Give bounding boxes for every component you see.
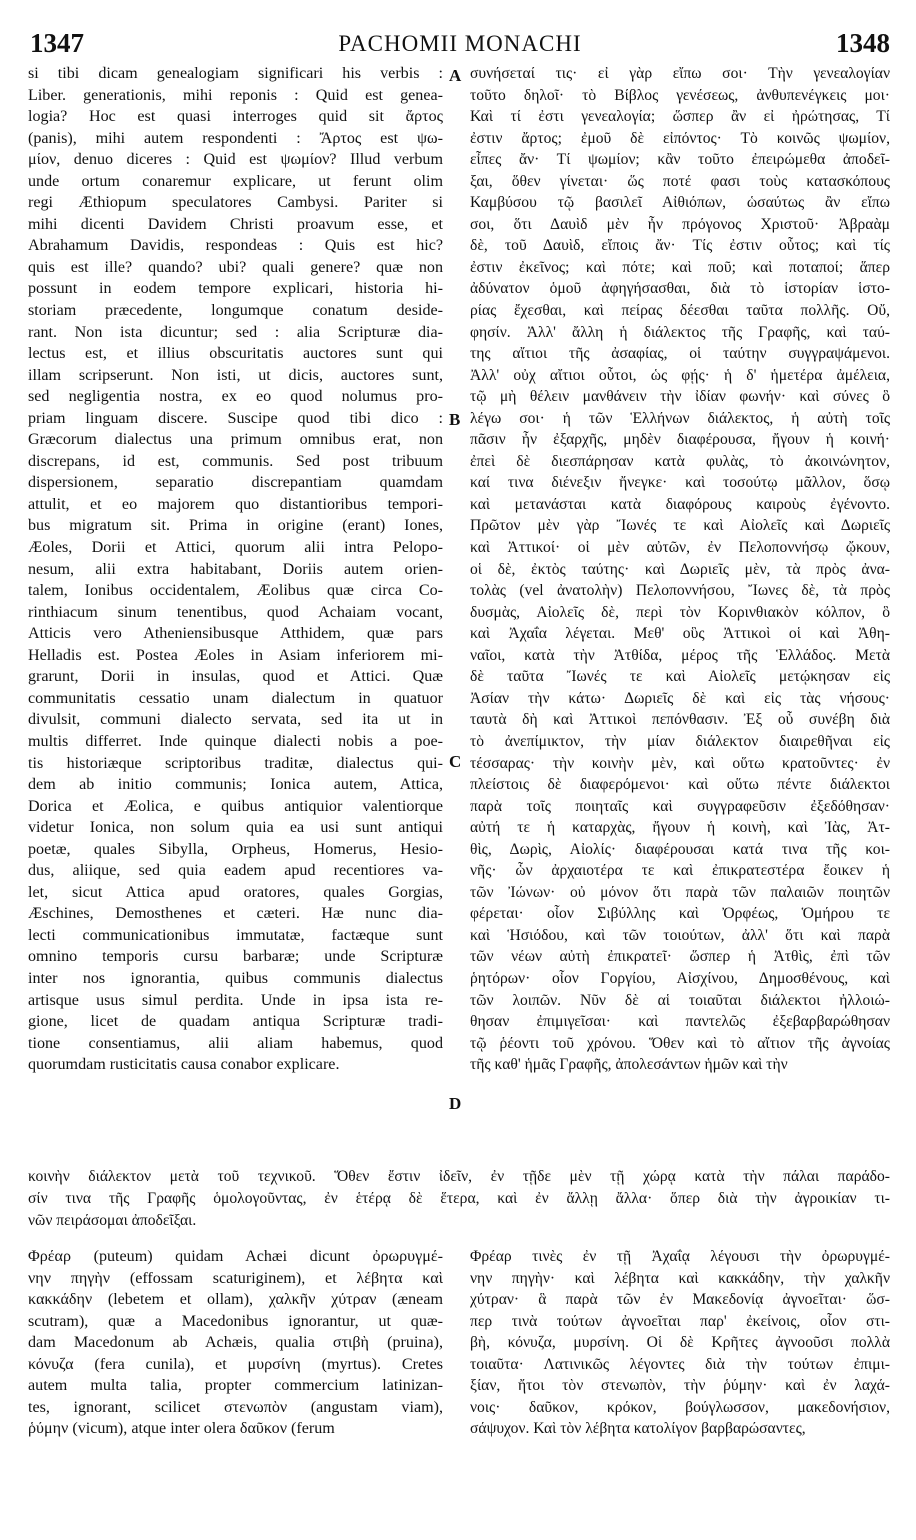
greek-column-bottom — [470, 1246, 890, 1440]
latin-text-line: scutram), quæ a Macedonibus ignorantur, ut quæ- — [28, 1312, 443, 1330]
latin-text-line: (panis), mihi autem respondenti : Ἄρτος est ψω- — [28, 129, 443, 147]
latin-text-line: nesum, alii extra habitabant, Doriis autem orien- — [28, 560, 443, 578]
full-width-text-line: νῶν πειράσομαι ἀποδεῖξαι. — [28, 1212, 197, 1229]
latin-text-line: ῥύμην (vicum), atque inter olera δαῦκον (ferum — [28, 1420, 335, 1438]
latin-text-line: omnino temporis cursu barbaræ; unde Scripturæ — [28, 948, 443, 966]
section-marker-d: D — [449, 1094, 462, 1113]
latin-text-line: rant. Non ista dicuntur; sed : alia Scripturæ dia- — [28, 323, 443, 341]
greek-text-line: σοι, ὅτι Δαυὶδ μὲν ἦν πρόγονος Χριστοῦ· Ἀβραὰμ — [470, 215, 890, 233]
latin-text-line: mihi dicenti Davidem Christi proavum esse, et — [28, 215, 443, 233]
greek-text-line: τῆς καθ' ἡμᾶς Γραφῆς, ἀπολεσάντων ἡμῶν καὶ τὴν — [470, 1056, 788, 1074]
latin-text-line: quorumdam rusticitatis causa conabor explicare. — [28, 1056, 340, 1074]
latin-text-line: bus migratum sit. Prima in origine (erant) Iones, — [28, 517, 443, 535]
latin-text-line: illam scripserunt. Non isti, ut dicis, auctores sunt, — [28, 366, 443, 384]
latin-text-line: Abrahamum Davidis, respondeas : Quis est hic? — [28, 237, 443, 255]
greek-text-line: Φρέαρ τινὲς ἐν τῇ Ἀχαΐᾳ λέγουσι τὴν ὀρωρυγμέ- — [470, 1248, 890, 1265]
greek-text-line: ἐστιν ἐκεῖνος; καὶ πότε; καὶ ποῦ; καὶ ποταποί; ἅπερ — [470, 258, 890, 276]
greek-text-line: ρίας ἔχεσθαι, καὶ πείρας δέεσθαι ταῦτα πολλῆς. Οὔ, — [470, 302, 890, 320]
latin-text-line: divulsit, communi dialecto servata, sed ita ut in — [28, 711, 443, 729]
latin-text-line: rinthiacum sinum tenentibus, quod Achaiam vocant, — [28, 603, 443, 621]
greek-text-line: αὐτή τε ἡ καταρχὰς, ἤγουν ἡ κοινὴ, καὶ Ἰὰς, Ἀτ- — [470, 819, 890, 837]
greek-text-line: νῆς· ὧν ἀρχαιοτέρα τε καὶ ἐπικρατεστέρα ἔοικεν ἡ — [470, 862, 890, 880]
greek-text-line: περ τινὰ τούτων ἀγνοεῖται παρ' ἐκείνοις, οἷον στι- — [470, 1312, 890, 1330]
greek-text-line: Ἀλλ' οὐχ αἴτιοι οὗτοι, ὡς φῄς· ἡ δ' ἡμετέρα ἀμέλεια, — [470, 366, 890, 384]
latin-text-line: storiam præcedente, longumque conatum deside- — [28, 302, 443, 320]
greek-text-line: χύτραν· ἃ παρὰ τῶν ἐν Μακεδονίᾳ ἀγνοεῖται· ὥσ- — [470, 1291, 890, 1309]
latin-text-line: autem multa talia, propter commercium latinizan- — [28, 1377, 443, 1395]
latin-text-line: gione, licet de quadam antiqua Scripturæ tradi- — [28, 1013, 443, 1031]
greek-text-line: ναῖοι, κατὰ τὴν Ἀτθίδα, μέρος τῆς Ἑλλάδος. Μετὰ — [470, 646, 890, 664]
latin-column-top — [28, 63, 443, 1076]
latin-text-line: Atticis vero Atheniensibusque Atthidem, quæ pars — [28, 625, 443, 643]
latin-text-line: si tibi dicam genealogiam significari his verbis : — [28, 65, 443, 82]
latin-text-line: grarunt, Dorii in insulas, quod et Attici. Quæ — [28, 668, 443, 686]
greek-text-line: οἱ δὲ, ἐκτὸς ταύτης· καὶ Δωριεῖς μὲν, τὰ πρὸς ἀνα- — [470, 560, 890, 578]
greek-text-line: φέρεται· οἷον Σιβύλλης καὶ Ὀρφέως, Ὁμήρου τε — [470, 905, 890, 923]
greek-text-line: σάψυχον. Καὶ τὸν λέβητα κατολίγον βαρβαρώσαντες, — [470, 1420, 806, 1438]
latin-text-line: dispersionem, separatio discrepantiam quamdam — [28, 474, 443, 492]
greek-text-line: δὲ ταῦτα Ἴωνές τε καὶ Αἰολεῖς μετῴκησαν εἰς — [470, 668, 890, 686]
greek-text-line: ταυτὰ δὴ καὶ Ἀττικοὶ πεπόνθασιν. Ἐξ οὗ συνέβη διὰ — [470, 711, 890, 729]
latin-text-line: lecti communicationibus immutatæ, factæque sunt — [28, 926, 443, 944]
latin-text-line: talem, Ionibus occidentalem, Æolibus quæ circa Co- — [28, 582, 443, 600]
greek-text-line: λέγω σοι· ἡ τῶν Ἑλλήνων διάλεκτος, ἡ αὐτὴ τοῖς — [470, 409, 890, 427]
greek-text-line: φησίν. Ἀλλ' ἄλλη ἡ διάλεκτος τῆς Γραφῆς, καὶ ταύ- — [470, 323, 890, 341]
greek-text-line: νην πηγὴν· καὶ λέβητα καὶ κακκάδην, τὴν χαλκῆν — [470, 1269, 890, 1287]
section-marker-c: C — [449, 752, 462, 771]
latin-text-line: Æoles, Dorii et Attici, quorum alii intra Pelopo- — [28, 539, 443, 557]
greek-text-line: Καὶ τί ἐστι γενεαλογία; ὥσπερ ἂν εἰ ἠρώτησας, Τί — [470, 108, 890, 126]
latin-text-line: dus, aliique, sed quia eadem apud recentiores va- — [28, 862, 443, 880]
latin-text-line: multis differret. Inde quinque dialecti nobis a poe- — [28, 732, 443, 750]
greek-text-line: νοις· δαῦκον, κρόκον, βούγλωσσον, μακεδονήσιον, — [470, 1398, 890, 1416]
greek-text-line: ξαι, ὅθεν γίνεται· ὥς ποτέ φασι τοὺς κατασκόπους — [470, 172, 890, 190]
running-title: PACHOMII MONACHI — [338, 31, 582, 56]
greek-text-line: καί τινα διένεξιν ἤνεγκε· καὶ τοσούτῳ μᾶλλον, ὅσῳ — [470, 474, 890, 492]
greek-text-line: καὶ Ἀττικοί· οἱ μὲν αὐτῶν, ἐν Πελοποννήσῳ ᾤκουν, — [470, 539, 890, 557]
greek-text-line: Πρῶτον μὲν γὰρ Ἴωνές τε καὶ Αἰολεῖς καὶ Δωριεῖς — [470, 517, 890, 535]
greek-text-line: δὲ, τοῦ Δαυὶδ, εἴποις ἄν· Τίς ἐστιν οὗτος; καὶ τίς — [470, 237, 890, 255]
greek-text-line: τῶν νέων αὐτὴ ἐπικρατεῖ· ὥσπερ ἡ Ἀτθὶς, ἐπὶ τῶν — [470, 948, 890, 966]
latin-text-line: κόνυζα (fera cunila), et μυρσίνη (myrtus). Cretes — [28, 1355, 443, 1373]
greek-text-line: πλείστοις δὲ διαφερόμενοι· καὶ οὕτω πέντε διάλεκτοι — [470, 776, 890, 794]
greek-text-line: τῶν Ἰώνων· οὐ μόνον ὅτι παρὰ τῶν παλαιῶν ποιητῶν — [470, 883, 890, 901]
latin-text-line: Æschines, Demosthenes et cæteri. Hæ nunc dia- — [28, 905, 443, 923]
greek-text-line: της αἴτιοι τῆς ἀσαφίας, οἱ ταύτην συγγραψάμενοι. — [470, 345, 890, 363]
latin-text-line: Dorica et Æolica, e quibus antiquior valentiorque — [28, 797, 443, 815]
latin-text-line: Φρέαρ (puteum) quidam Achæi dicunt ὀρωρυγμέ- — [28, 1248, 443, 1265]
latin-text-line: Helladis est. Postea Æoles in Asiam inferiorem mi- — [28, 646, 443, 664]
latin-text-line: logia? Hoc est quasi interroges quid sit ἄρτος — [28, 108, 443, 126]
greek-text-line: συνήσεταί τις· εἰ γὰρ εἴπω σοι· Τὴν γενεαλογίαν — [470, 65, 890, 82]
latin-text-line: attulit, et eo majorem quo distantioribus tempori- — [28, 495, 443, 513]
greek-text-line: τῷ μὴ θέλειν μανθάνειν τὴν ἰδίαν φωνήν· καὶ σύνες ὃ — [470, 388, 890, 406]
latin-text-line: priam linguam discere. Suscipe quod tibi dico : — [28, 409, 443, 427]
latin-text-line: unde ortum conaremur explicare, ut ferunt olim — [28, 172, 443, 190]
greek-text-line: τολὰς (vel ἀνατολὴν) Πελοποννήσου, Ἴωνες δὲ, τὰ πρὸς — [470, 582, 890, 600]
latin-text-line: μίον, denuo diceres : Quid est ψωμίον? Illud verbum — [28, 151, 443, 169]
full-width-greek-paragraph — [28, 1166, 890, 1232]
greek-text-line: ἐστιν ἄρτος; ἐμοῦ δὲ εἰπόντος· Τὸ κοινῶς ψωμίον, — [470, 129, 890, 147]
greek-text-line: ῥητόρων· οἷον Γοργίου, Αἰσχίνου, Δημοσθένους, καὶ — [470, 969, 890, 987]
section-marker-b: B — [449, 410, 461, 429]
latin-text-line: videtur Ionica, non solum quia ea usi sunt antiqui — [28, 819, 443, 837]
latin-text-line: quis est ille? quando? ubi? quali genere? quæ non — [28, 258, 443, 276]
greek-text-line: παρὰ τοῖς ποιηταῖς καὶ συγγραφεῦσιν ἐξεδόθησαν· — [470, 797, 890, 815]
latin-text-line: communitatis cessatio unam dialectum in quatuor — [28, 689, 443, 707]
full-width-text-line: σίν τινα τῆς Γραφῆς ὁμολογοῦντας, ἐν ἑτέρᾳ δὲ ἕτερα, καὶ ἐν ἄλλῃ ἄλλα· ὅπερ διὰ τὴν ἀγροικίαν τι- — [28, 1190, 890, 1207]
latin-text-line: let, sicut Attica apud oratores, quales Gorgias, — [28, 883, 443, 901]
latin-text-line: lectus est, et illius obscuritatis auctores sunt qui — [28, 345, 443, 363]
greek-text-line: καὶ Ἀχαΐα λέγεται. Μεθ' οὓς Ἀττικοὶ οἱ καὶ Ἀθη- — [470, 625, 890, 643]
latin-column-bottom — [28, 1246, 443, 1440]
latin-text-line: tis historiæque scriptoribus traditæ, dialectus qui- — [28, 754, 443, 772]
greek-text-line: Ἀσίαν τὴν κάτω· Δωριεῖς δὲ καὶ εἰς τὰς νήσους· — [470, 689, 890, 707]
latin-text-line: Græcorum dialectus una primum omnibus erat, non — [28, 431, 443, 449]
latin-text-line: tione consentiamus, alii aliam habemus, quod — [28, 1034, 443, 1052]
greek-text-line: δυσμὰς, Αἰολεῖς δὲ, περὶ τὸν Κορινθιακὸν κόλπον, ὃ — [470, 603, 890, 621]
latin-text-line: dam Macedonum ab Achæis, qualia στιβὴ (pruina), — [28, 1334, 443, 1352]
latin-text-line: tes, ignorant, scilicet στενωπὸν (angustam viam), — [28, 1398, 443, 1416]
latin-text-line: possunt in eodem tempore explicari, historia hi- — [28, 280, 443, 298]
latin-text-line: inter nos ignorantia, quibus communis dialectus — [28, 969, 443, 987]
full-width-text-line: κοινὴν διάλεκτον μετὰ τοῦ τεχνικοῦ. Ὅθεν ἔστιν ἰδεῖν, ἐν τῇδε μὲν τῇ χώρᾳ κατὰ τὴν πάλαι παράδο- — [28, 1168, 890, 1185]
greek-text-line: Καμβύσου τῷ βασιλεῖ Αἰθιόπων, ὡσαύτως ἂν εἴπω — [470, 194, 890, 212]
latin-text-line: regi Æthiopum speculatores Cambysi. Pariter si — [28, 194, 443, 212]
latin-text-line: κακκάδην (lebetem et ollam), χαλκῆν χύτραν (æneam — [28, 1291, 443, 1309]
greek-text-line: τὸ ἀνεπίμικτον, τὴν μίαν διάλεκτον διαιρεθῆναι εἰς — [470, 732, 890, 750]
greek-text-line: καὶ μετανάσται κατὰ διαφόρους καιροὺς ἐγένοντο. — [470, 495, 890, 513]
greek-text-line: βὴ, κόνυζα, μυρσίνη. Οἱ δὲ Κρῆτες ἀγνοοῦσι πολλὰ — [470, 1334, 890, 1352]
running-header — [30, 28, 890, 62]
page-number-left: 1347 — [30, 28, 84, 58]
greek-text-line: τοῦτο δηλοῖ· τὸ Βίβλος γενέσεως, ἀνθυπενέγκεις μοι· — [470, 86, 890, 104]
greek-text-line: τῷ ῥέοντι τοῦ χρόνου. Ὅθεν καὶ τὸ αἴτιον τῆς ἀγνοίας — [470, 1034, 890, 1052]
greek-text-line: τέσσαρας· τὴν κοινὴν μὲν, καὶ οὕτω κρατοῦντες· ἐν — [470, 754, 890, 772]
latin-text-line: artisque usus simul perdita. Unde in ipsa ista re- — [28, 991, 443, 1009]
latin-text-line: sed negligentia nostra, ex eo quod nolumus pro- — [28, 388, 443, 406]
latin-text-line: νην πηγὴν (effossam scaturiginem), et λέβητα καὶ — [28, 1269, 443, 1287]
greek-text-line: καὶ Ἡσιόδου, καὶ τῶν τοιούτων, ἀλλ' ὅτι καὶ παρὰ — [470, 926, 890, 944]
greek-text-line: πᾶσιν ἦν ἐξαρχῆς, μηδὲν διαφέρουσα, ἤγουν ἡ κοινή· — [470, 431, 890, 449]
greek-text-line: θησαν ἐπιμιγεῖσαι· καὶ παντελῶς ἐξεβαρβαρώθησαν — [470, 1013, 890, 1031]
page-number-right: 1348 — [836, 28, 890, 58]
greek-column-top — [470, 63, 890, 1076]
latin-text-line: discrepans, id est, communis. Sed post tribuum — [28, 452, 443, 470]
greek-text-line: εἶπες ἄν· Τί ψωμίον; κἂν τοῦτο ἐπειρώμεθα ἀποδεῖ- — [470, 151, 890, 169]
greek-text-line: τῶν λοιπῶν. Νῦν δὲ αἱ τοιαῦται διάλεκτοι ἠλλοιώ- — [470, 991, 890, 1009]
latin-text-line: poetæ, quales Sibylla, Orpheus, Homerus, Hesio- — [28, 840, 443, 858]
greek-text-line: ἐπεὶ δὲ διεσπάρησαν κατὰ φυλὰς, τὸ ἀκοινώνητον, — [470, 452, 890, 470]
greek-text-line: ἀδύνατον ὁμοῦ ἀφηγήσασθαι, διὰ τὸ ἱστορίαν ἱστο- — [470, 280, 890, 298]
greek-text-line: τοιαῦτα· Λατινικῶς λέγοντες διὰ τὴν τούτων ἐπιμι- — [470, 1355, 890, 1373]
latin-text-line: Liber. generationis, mihi reponis : Quid est genea- — [28, 86, 443, 104]
latin-text-line: dem ab initio communis; Ionica autem, Attica, — [28, 776, 443, 794]
section-marker-a: A — [449, 66, 462, 85]
greek-text-line: ξίαν, ἤτοι τὸν στενωπὸν, τὴν ῥύμην· καὶ ἐν λαχά- — [470, 1377, 890, 1395]
greek-text-line: θὶς, Δωρὶς, Αἰολίς· διαφέρουσαι κατά τινα τῆς κοι- — [470, 840, 890, 858]
